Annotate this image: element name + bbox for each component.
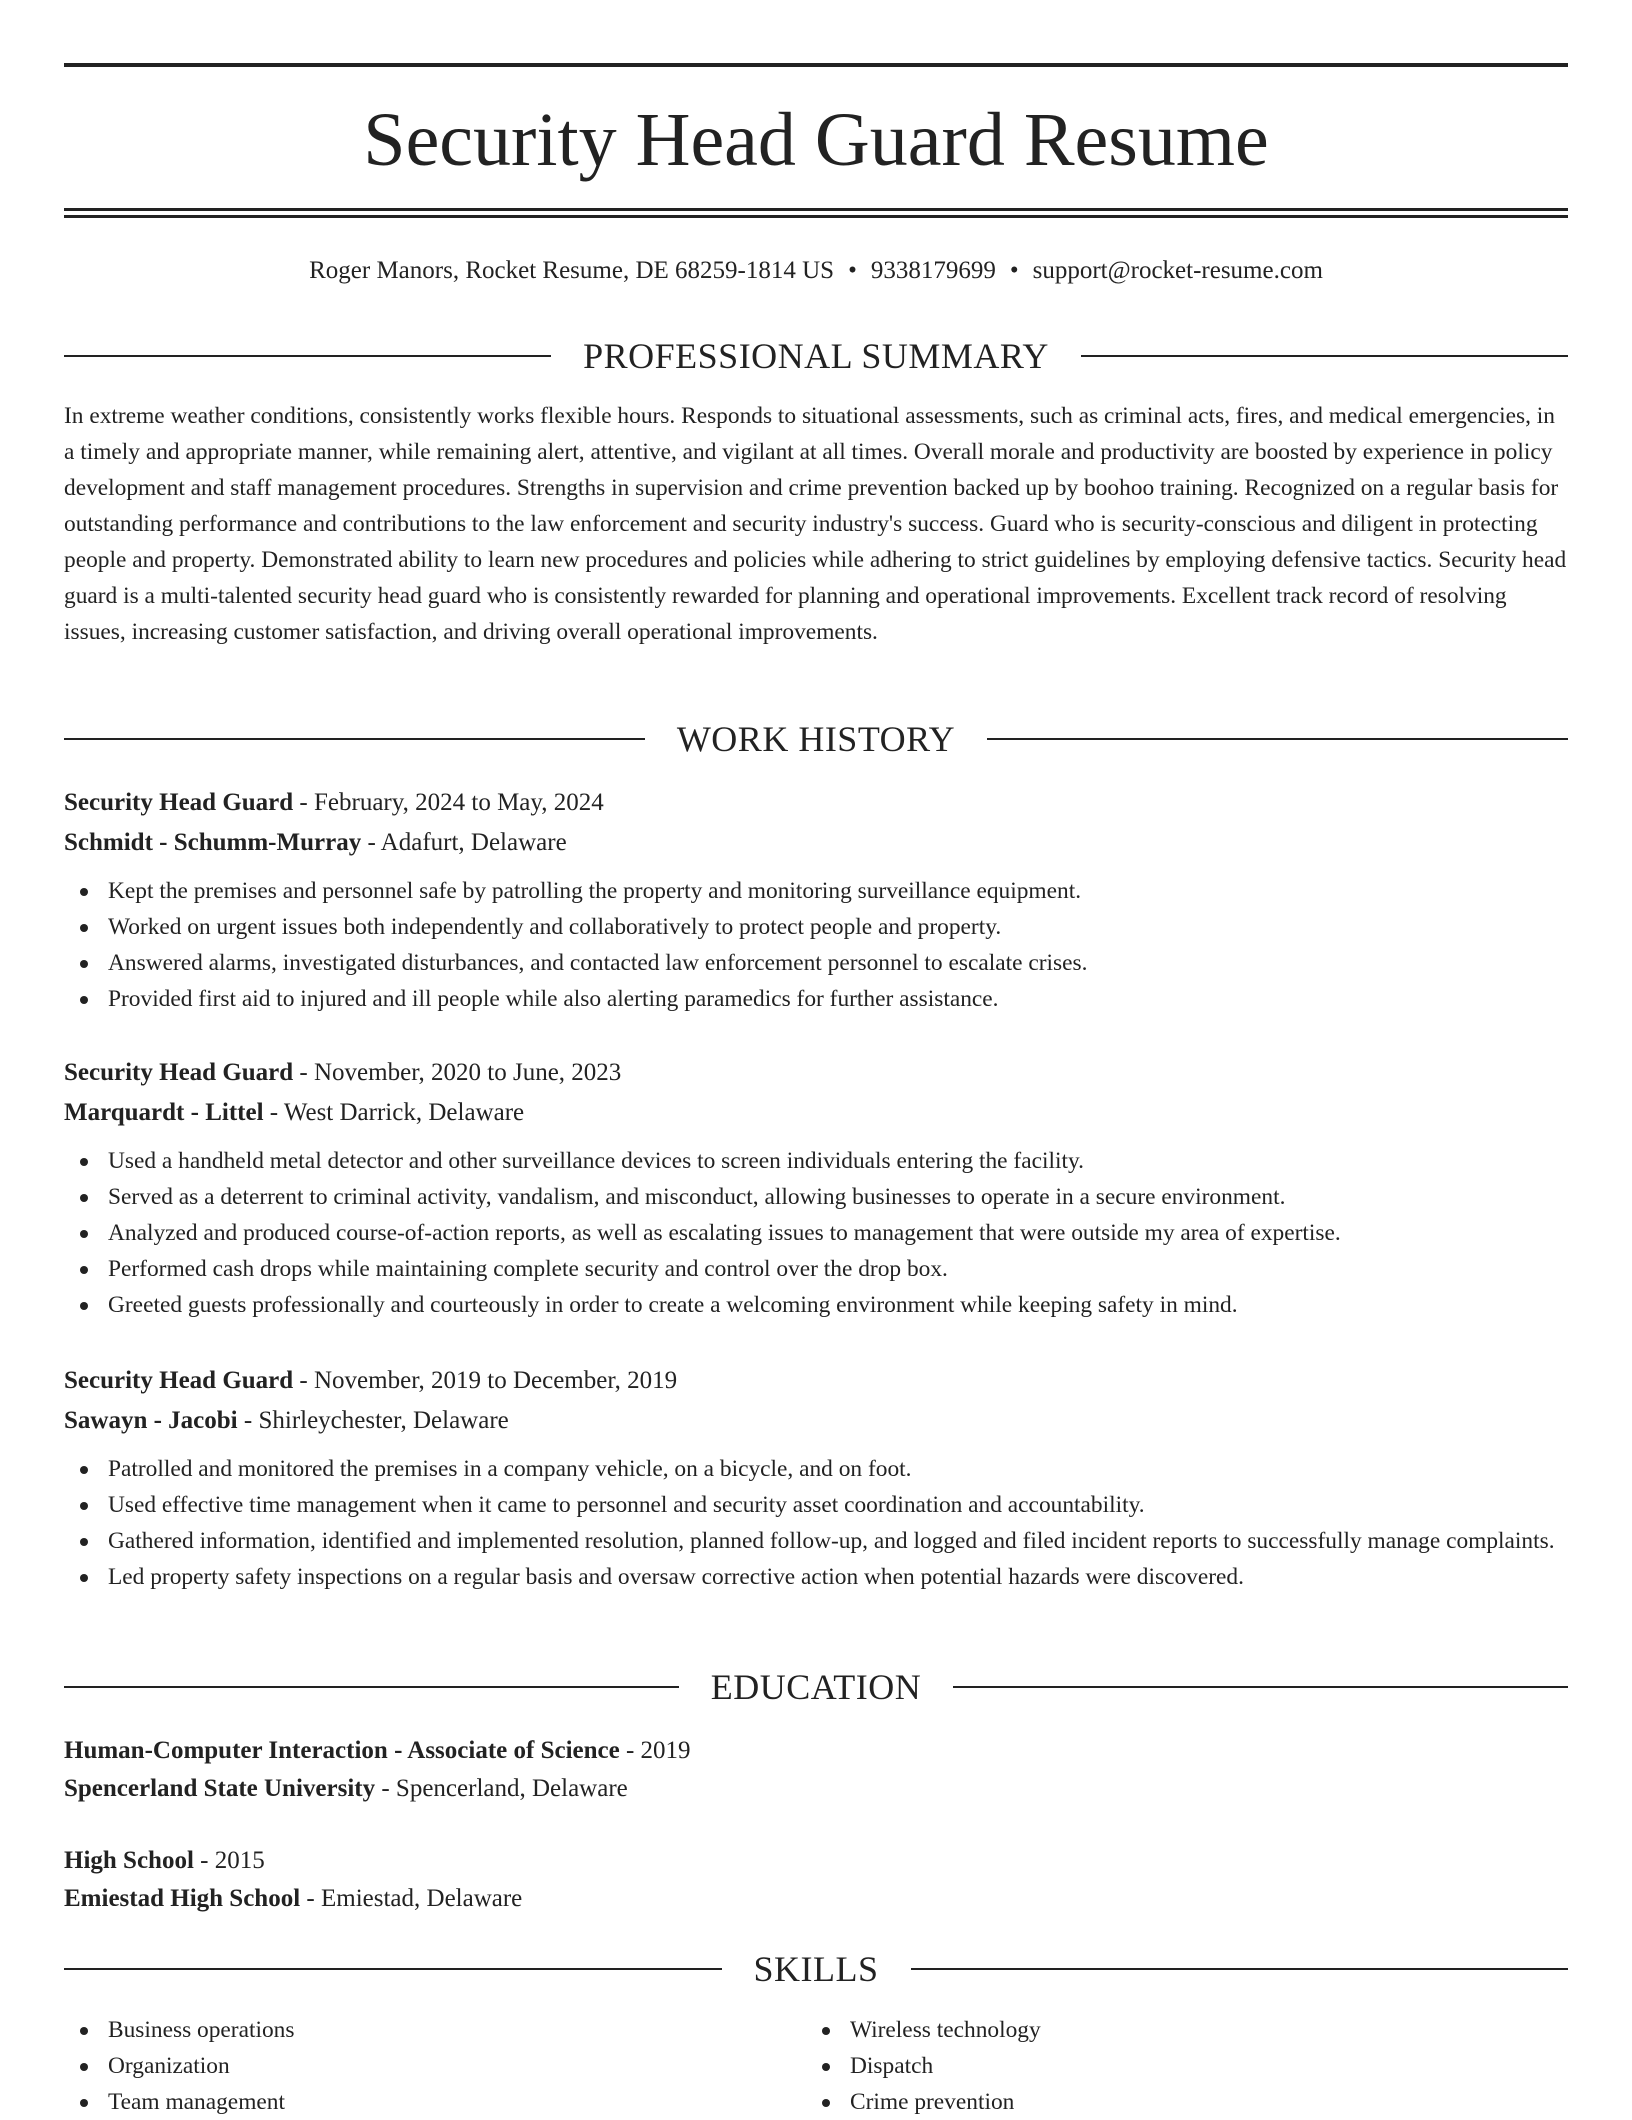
section-heading-skills xyxy=(64,1946,1568,1992)
education-school-line xyxy=(64,1770,1568,1808)
contact-email: support@rocket-resume.com xyxy=(1032,257,1323,284)
list-item: Kept the premises and personnel safe by patrolling the property and monitoring surveillance equipment. xyxy=(64,873,1568,909)
job-title-line xyxy=(64,1053,1568,1093)
job-entry xyxy=(64,1361,1568,1595)
header-double-rule-bottom xyxy=(64,215,1568,218)
job-bullets xyxy=(64,1143,1568,1323)
contact-address: Roger Manors, Rocket Resume, DE 68259-1814 US xyxy=(309,257,835,284)
job-bullets xyxy=(64,873,1568,1017)
job-company: Sawayn - Jacobi xyxy=(64,1407,238,1434)
skills-list-left xyxy=(64,2012,806,2120)
job-location: - Adafurt, Delaware xyxy=(361,829,567,856)
contact-line xyxy=(64,254,1568,288)
job-title-line xyxy=(64,783,1568,823)
job-title-line xyxy=(64,1361,1568,1401)
section-title: EDUCATION xyxy=(710,1667,922,1707)
divider-line xyxy=(1081,355,1568,357)
job-bullets xyxy=(64,1451,1568,1595)
divider-line xyxy=(64,355,551,357)
divider-line xyxy=(953,1686,1568,1688)
divider-line xyxy=(64,1968,722,1970)
education-degree-line xyxy=(64,1842,1568,1880)
list-item: Served as a deterrent to criminal activity, vandalism, and misconduct, allowing businesses to operate in a secure environment. xyxy=(64,1179,1568,1215)
section-heading-work-history xyxy=(64,716,1568,762)
job-dates: - February, 2024 to May, 2024 xyxy=(293,789,604,816)
skills-columns xyxy=(64,2012,1568,2120)
skill-item: Crime prevention xyxy=(806,2084,1548,2120)
education-year: - 2015 xyxy=(193,1847,265,1874)
skill-item: Team management xyxy=(64,2084,806,2120)
education-school: Emiestad High School xyxy=(64,1885,301,1912)
list-item: Patrolled and monitored the premises in a company vehicle, on a bicycle, and on foot. xyxy=(64,1451,1568,1487)
contact-phone: 9338179699 xyxy=(870,257,996,284)
job-entry xyxy=(64,1053,1568,1323)
job-dates: - November, 2019 to December, 2019 xyxy=(293,1367,678,1394)
skill-item: Business operations xyxy=(64,2012,806,2048)
list-item: Performed cash drops while maintaining complete security and control over the drop box. xyxy=(64,1251,1568,1287)
job-company: Schmidt - Schumm-Murray xyxy=(64,829,362,856)
section-heading-summary xyxy=(64,333,1568,379)
education-degree: High School xyxy=(64,1847,194,1874)
education-year: - 2019 xyxy=(619,1737,691,1764)
job-company-line xyxy=(64,1401,1568,1441)
header-double-rule-top xyxy=(64,208,1568,211)
contact-separator: • xyxy=(848,257,857,284)
job-dates: - November, 2020 to June, 2023 xyxy=(293,1059,622,1086)
divider-line xyxy=(911,1968,1569,1970)
skills-list-right xyxy=(806,2012,1548,2120)
list-item: Provided first aid to injured and ill people while also alerting paramedics for further assistance. xyxy=(64,981,1568,1017)
education-school: Spencerland State University xyxy=(64,1775,376,1802)
skill-item: Dispatch xyxy=(806,2048,1548,2084)
section-title: WORK HISTORY xyxy=(676,719,956,759)
divider-line xyxy=(64,738,645,740)
education-degree: Human-Computer Interaction - Associate of Science xyxy=(64,1737,620,1764)
education-school-line xyxy=(64,1880,1568,1918)
contact-separator: • xyxy=(1009,257,1019,284)
education-entry xyxy=(64,1732,1568,1808)
job-company-line xyxy=(64,823,1568,863)
list-item: Led property safety inspections on a regular basis and oversaw corrective action when potential hazards were discovered. xyxy=(64,1559,1568,1595)
divider-line xyxy=(64,1686,679,1688)
list-item: Greeted guests professionally and courteously in order to create a welcoming environment while keeping safety in mind. xyxy=(64,1287,1568,1323)
list-item: Worked on urgent issues both independently and collaboratively to protect people and property. xyxy=(64,909,1568,945)
skill-item: Organization xyxy=(64,2048,806,2084)
section-heading-education xyxy=(64,1664,1568,1710)
job-title: Security Head Guard xyxy=(64,1059,294,1086)
header-top-rule xyxy=(64,63,1568,67)
section-title: SKILLS xyxy=(753,1949,879,1989)
summary-paragraph: In extreme weather conditions, consistently works flexible hours. Responds to situational assessments, such as criminal acts, fires, and medical emergencies, in a timely and appropriate manner, while remaining alert, attentive, and vigilant at all times. Overall morale and productivity are boosted by experience in policy development and staff management procedures. Strengths in supervision and crime prevention backed up by boohoo training. Recognized on a regular basis for outstanding performance and contributions to the law enforcement and security industry's success. Guard who is security-conscious and diligent in protecting people and property. Demonstrated ability to learn new procedures and policies while adhering to strict guidelines by employing defensive tactics. Security head guard is a multi-talented security head guard who is consistently rewarded for planning and operational improvements. Excellent track record of resolving issues, increasing customer satisfaction, and driving overall operational improvements. xyxy=(64,403,1567,645)
job-title: Security Head Guard xyxy=(64,1367,294,1394)
job-location: - West Darrick, Delaware xyxy=(263,1099,525,1126)
job-company: Marquardt - Littel xyxy=(64,1099,264,1126)
education-entry xyxy=(64,1842,1568,1918)
page-title: Security Head Guard Resume xyxy=(363,98,1269,182)
job-title: Security Head Guard xyxy=(64,789,294,816)
divider-line xyxy=(987,738,1568,740)
job-entry xyxy=(64,783,1568,1017)
skill-item: Wireless technology xyxy=(806,2012,1548,2048)
education-location: - Emiestad, Delaware xyxy=(300,1885,523,1912)
list-item: Used a handheld metal detector and other surveillance devices to screen individuals entering the facility. xyxy=(64,1143,1568,1179)
list-item: Answered alarms, investigated disturbances, and contacted law enforcement personnel to escalate crises. xyxy=(64,945,1568,981)
education-location: - Spencerland, Delaware xyxy=(375,1775,628,1802)
list-item: Used effective time management when it came to personnel and security asset coordination and accountability. xyxy=(64,1487,1568,1523)
job-company-line xyxy=(64,1093,1568,1133)
list-item: Gathered information, identified and implemented resolution, planned follow-up, and logged and filed incident reports to successfully manage complaints. xyxy=(64,1523,1568,1559)
list-item: Analyzed and produced course-of-action reports, as well as escalating issues to management that were outside my area of expertise. xyxy=(64,1215,1568,1251)
education-degree-line xyxy=(64,1732,1568,1770)
job-location: - Shirleychester, Delaware xyxy=(237,1407,509,1434)
section-title: PROFESSIONAL SUMMARY xyxy=(583,336,1049,376)
